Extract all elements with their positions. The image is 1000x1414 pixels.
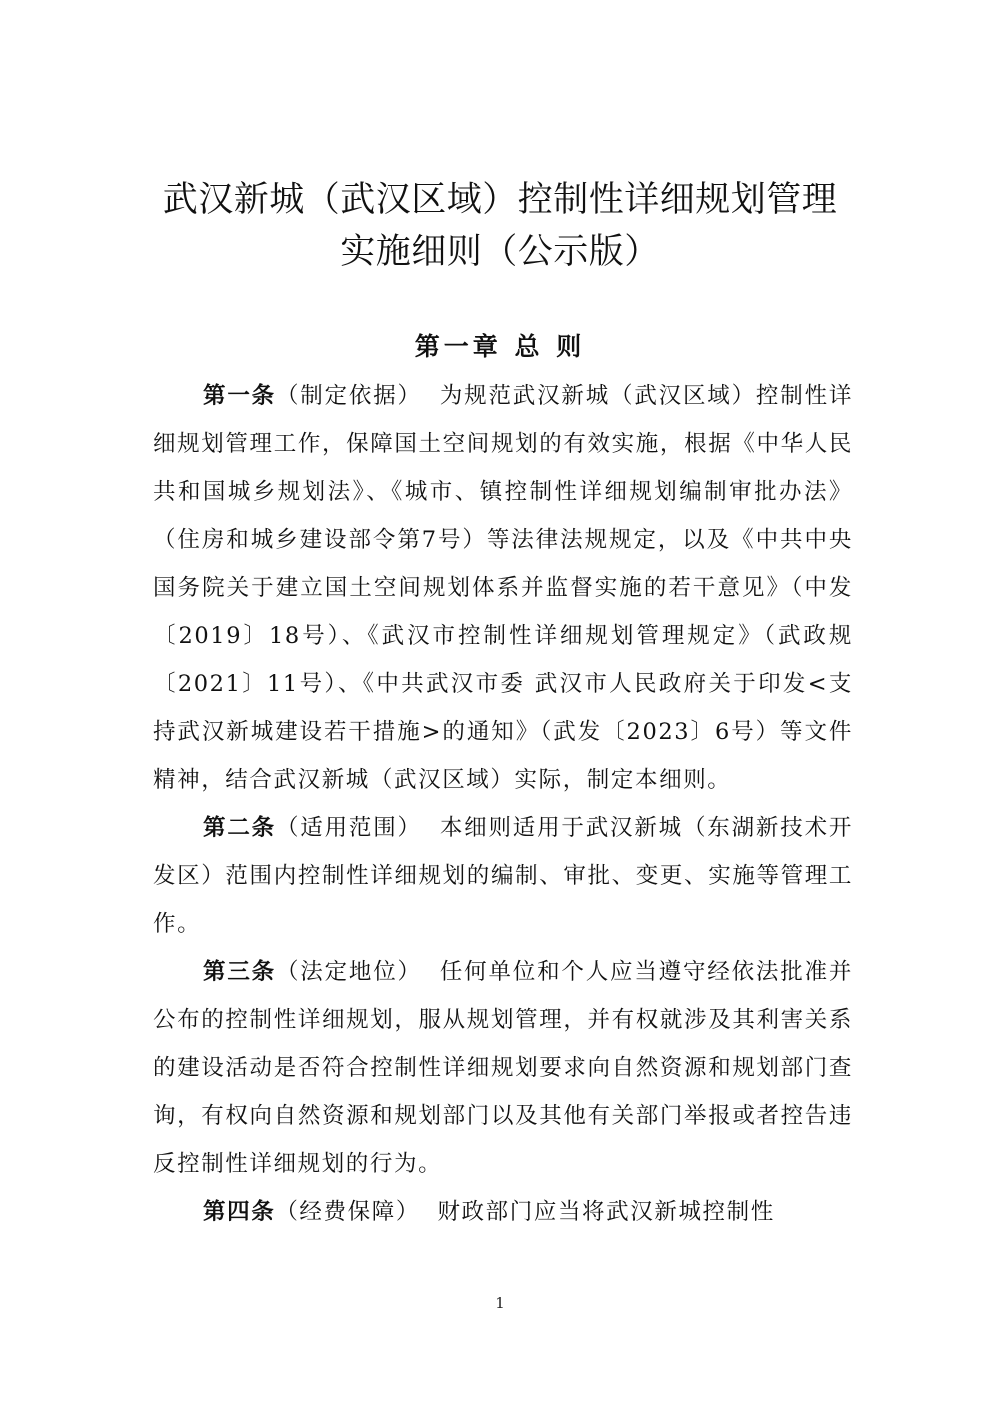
- article-4-heading: 第四条: [203, 1199, 276, 1225]
- article-3: [153, 948, 853, 1188]
- document-title-line-2: 实施细则（公示版）: [340, 232, 660, 272]
- article-3-text: 任何单位和个人应当遵守经依法批准并公布的控制性详细规划，服从规划管理，并有权就涉及其利害关系的建设活动是否符合控制性详细规划要求向自然资源和规划部门查询，有权向自然资源和规划部门以及其他有关部门举报或者控告违反控制性详细规划的行为。: [153, 959, 853, 1177]
- article-2-topic: （适用范围）: [275, 815, 422, 841]
- article-2-heading: 第二条: [203, 815, 276, 841]
- article-3-topic: （法定地位）: [275, 959, 422, 985]
- article-1-text: 为规范武汉新城（武汉区域）控制性详细规划管理工作，保障国土空间规划的有效实施，根据《中华人民共和国城乡规划法》、《城市、镇控制性详细规划编制审批办法》（住房和城乡建设部令第7号）等法律法规规定，以及《中共中央 国务院关于建立国土空间规划体系并监督实施的若干意见》（中发〔2019〕18号）、《武汉市控制性详细规划管理规定》（武政规〔2021〕11号）、《中共武汉市委 武汉市人民政府关于印发<支持武汉新城建设若干措施>的通知》（武发〔2023〕6号）等文件精神，结合武汉新城（武汉区域）实际，制定本细则。: [153, 383, 853, 793]
- article-2: [153, 804, 853, 948]
- article-3-heading: 第三条: [203, 959, 276, 985]
- page-number: 1: [495, 1294, 505, 1312]
- article-1-topic: （制定依据）: [275, 383, 422, 409]
- article-4: [153, 1188, 853, 1236]
- article-4-topic: （经费保障）: [275, 1199, 420, 1225]
- article-1: [153, 372, 853, 804]
- document-body: [153, 372, 853, 1236]
- chapter-heading: 第一章 总 则: [414, 332, 586, 361]
- article-2-text: 本细则适用于武汉新城（东湖新技术开发区）范围内控制性详细规划的编制、审批、变更、实施等管理工作。: [153, 815, 853, 937]
- article-4-text: 财政部门应当将武汉新城控制性: [437, 1199, 775, 1225]
- article-1-heading: 第一条: [203, 383, 276, 409]
- document-title-line-1: 武汉新城（武汉区域）控制性详细规划管理: [162, 180, 838, 220]
